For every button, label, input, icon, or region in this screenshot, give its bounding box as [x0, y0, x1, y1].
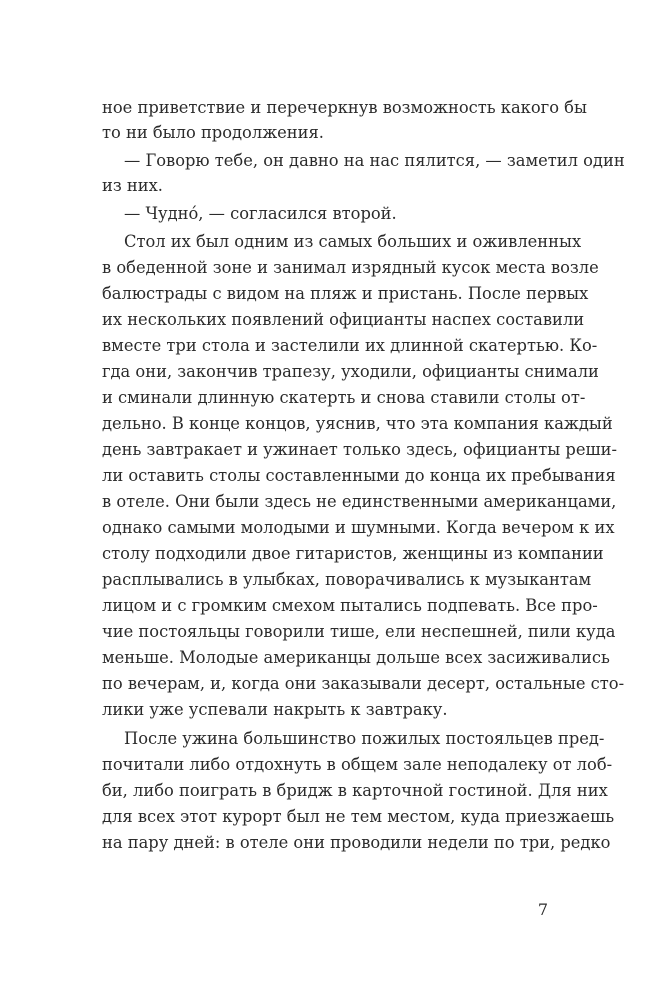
text-line: почитали либо отдохнуть в общем зале неподалеку от лоб- [102, 755, 613, 774]
text-line: лики уже успевали накрыть к завтраку. [102, 700, 448, 719]
text-line: лицом и с громким смехом пытались подпевать. Все про- [102, 596, 598, 615]
text-line: в обеденной зоне и занимал изрядный кусок места возле [102, 258, 599, 277]
text-line: столу подходили двое гитаристов, женщины из компании [102, 544, 604, 563]
text-line: вместе три стола и застелили их длинной скатертью. Ко- [102, 336, 598, 355]
text-line: ли оставить столы составленными до конца их пребывания [102, 466, 616, 485]
dialogue-line: — Говорю тебе, он давно на нас пялится, — заметил один [124, 151, 625, 170]
text-line: дельно. В конце концов, уяснив, что эта компания каждый [102, 414, 613, 433]
text-line: однако самыми молодыми и шумными. Когда вечером к их [102, 518, 615, 537]
text-line: ное приветствие и перечеркнув возможность какого бы [102, 98, 587, 117]
text-line: на пару дней: в отеле они проводили недели по три, редко [102, 833, 611, 852]
paragraph-first-line: После ужина большинство пожилых постояльцев пред- [124, 729, 605, 748]
text-line: по вечерам, и, когда они заказывали десерт, остальные сто- [102, 674, 625, 693]
text-line: в отеле. Они были здесь не единственными американцами, [102, 492, 617, 511]
text-line: гда они, закончив трапезу, уходили, официанты снимали [102, 362, 599, 381]
text-line: балюстрады с видом на пляж и пристань. После первых [102, 284, 589, 303]
text-line: расплывались в улыбках, поворачивались к музыкантам [102, 570, 592, 589]
text-line: чие постояльцы говорили тише, ели неспешней, пили куда [102, 622, 616, 641]
text-line: день завтракает и ужинает только здесь, официанты реши- [102, 440, 617, 459]
text-line: для всех этот курорт был не тем местом, куда приезжаешь [102, 807, 615, 826]
text-line: то ни было продолжения. [102, 123, 324, 142]
dialogue-line: — Чудно́, — согласился второй. [124, 204, 397, 223]
paragraph-first-line: Стол их был одним из самых больших и оживленных [124, 232, 582, 251]
text-line: из них. [102, 176, 163, 195]
text-line: их нескольких появлений официанты наспех составили [102, 310, 585, 329]
page-number: 7 [537, 900, 548, 919]
text-line: би, либо поиграть в бридж в карточной гостиной. Для них [102, 781, 608, 800]
text-line: меньше. Молодые американцы дольше всех засиживались [102, 648, 610, 667]
text-line: и сминали длинную скатерть и снова ставили столы от- [102, 388, 586, 407]
